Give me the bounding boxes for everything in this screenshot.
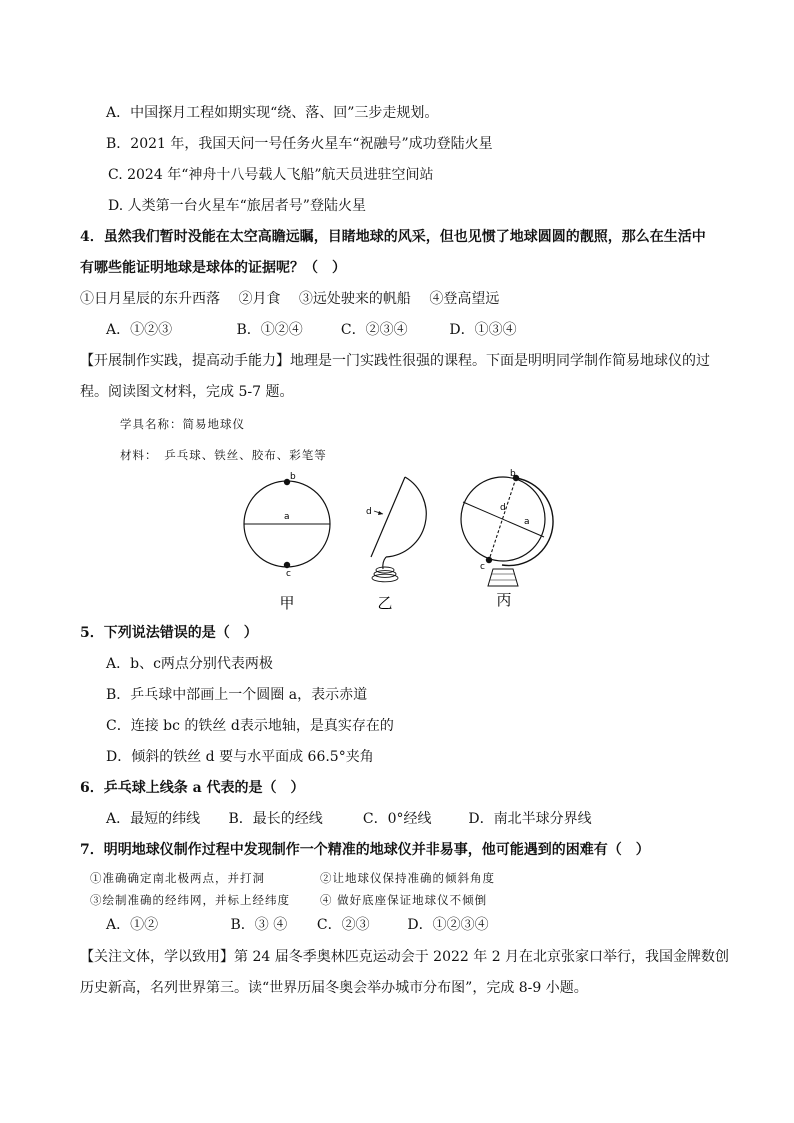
q7-option-b: B．③ ④ bbox=[230, 917, 288, 933]
q4-option-a: A．①②③ bbox=[106, 322, 173, 338]
base-hatching bbox=[490, 574, 516, 580]
q6-option-a: A．最短的纬线 bbox=[106, 811, 201, 827]
stand-coil bbox=[372, 574, 398, 582]
figure-materials: 材料： 乒乓球、铁丝、胶布、彩笔等 bbox=[120, 448, 327, 462]
section-intro-globe-line-1: 【开展制作实践，提高动手能力】地理是一门实践性很强的课程。下面是明明同学制作简易地球仪的过 bbox=[80, 353, 710, 369]
label-c: c bbox=[286, 569, 291, 579]
q5-option-d: D．倾斜的铁丝 d 要与水平面成 66.5°夹角 bbox=[106, 749, 374, 765]
q7-option-a: A．①② bbox=[106, 917, 159, 933]
figure-jia bbox=[244, 472, 330, 579]
stand-coil bbox=[376, 567, 394, 573]
q7-stem: 7．明明地球仪制作过程中发现制作一个精准的地球仪并非易事，他可能遇到的困难有（ ） bbox=[80, 842, 650, 858]
q6-option-b: B．最长的经线 bbox=[228, 811, 323, 827]
caption-yi: 乙 bbox=[377, 594, 393, 612]
label-d: d bbox=[366, 507, 372, 517]
q7-options bbox=[106, 915, 489, 935]
arrow-head bbox=[378, 511, 383, 515]
q5-stem: 5．下列说法错误的是（ ） bbox=[80, 625, 258, 641]
q7-item-4: ④ 做好底座保证地球仪不倾倒 bbox=[320, 893, 488, 907]
q4-items: ①日月星辰的东升西落 ②月食 ③远处驶来的帆船 ④登高望远 bbox=[80, 291, 500, 307]
q3-option-d: D. 人类第一台火星车“旅居者号”登陆火星 bbox=[108, 198, 366, 214]
q6-option-d: D．南北半球分界线 bbox=[468, 811, 592, 827]
q4-option-c: C．②③④ bbox=[340, 322, 408, 338]
section-intro-olympics-line-2: 历史新高，名列世界第三。读“世界历届冬奥会举办城市分布图”，完成 8-9 小题。 bbox=[80, 980, 588, 996]
section-intro-olympics-line-1: 【关注文体，学以致用】第 24 届冬季奥林匹克运动会于 2022 年 2 月在北京张家口举行，我国金牌数创 bbox=[80, 949, 730, 965]
point-c bbox=[284, 562, 290, 568]
q3-option-b: B．2021 年，我国天问一号任务火星车“祝融号”成功登陆火星 bbox=[106, 136, 493, 152]
support-arc bbox=[386, 477, 426, 557]
q6-stem: 6．乒乓球上线条 a 代表的是（ ） bbox=[80, 780, 305, 796]
figure-yi bbox=[366, 477, 426, 582]
q4-options bbox=[106, 320, 517, 340]
label-b: b bbox=[290, 472, 296, 482]
q7-item-2: ②让地球仪保持准确的倾斜角度 bbox=[320, 871, 495, 885]
label-c: c bbox=[480, 562, 485, 572]
label-d: d bbox=[500, 503, 506, 513]
q4-stem-line-1: 4．虽然我们暂时没能在太空高瞻远瞩，目睹地球的风采，但也见惯了地球圆圆的靓照，那么在生活中 bbox=[80, 229, 706, 245]
q7-option-d: D．①②③④ bbox=[407, 917, 489, 933]
q5-option-b: B．乒乓球中部画上一个圆圈 a，表示赤道 bbox=[106, 687, 368, 703]
figure-tool-name: 学具名称：简易地球仪 bbox=[120, 417, 245, 431]
q5-option-c: C．连接 bc 的铁丝 d表示地轴，是真实存在的 bbox=[106, 718, 394, 734]
caption-jia: 甲 bbox=[279, 594, 295, 612]
caption-bing: 丙 bbox=[496, 591, 512, 609]
section-intro-globe-line-2: 程。阅读图文材料，完成 5-7 题。 bbox=[80, 384, 294, 400]
q7-item-1: ①准确确定南北极两点，并打洞 bbox=[90, 871, 265, 885]
q3-option-c: C. 2024 年“神舟十八号载人飞船”航天员进驻空间站 bbox=[108, 167, 434, 183]
label-b: b bbox=[510, 469, 516, 479]
q7-item-3: ③绘制准确的经纬网，并标上经纬度 bbox=[90, 893, 290, 907]
q4-stem-line-2: 有哪些能证明地球是球体的证据呢？（ ） bbox=[80, 260, 346, 276]
label-a: a bbox=[284, 512, 290, 522]
tilted-wire-d bbox=[371, 477, 405, 557]
q3-option-a: A．中国探月工程如期实现“绕、落、回”三步走规划。 bbox=[106, 105, 439, 121]
globe-making-figure bbox=[230, 462, 560, 622]
label-a: a bbox=[524, 517, 530, 527]
q6-option-c: C．0°经线 bbox=[362, 811, 432, 827]
figure-bing bbox=[461, 469, 553, 586]
q7-option-c: C．②③ bbox=[316, 917, 370, 933]
q4-option-b: B．①②④ bbox=[236, 322, 303, 338]
globe-base bbox=[488, 569, 518, 586]
q5-option-a: A．b、c两点分别代表两极 bbox=[106, 656, 273, 672]
q6-options bbox=[106, 809, 592, 829]
q4-option-d: D．①③④ bbox=[449, 322, 517, 338]
point-c bbox=[486, 557, 492, 563]
